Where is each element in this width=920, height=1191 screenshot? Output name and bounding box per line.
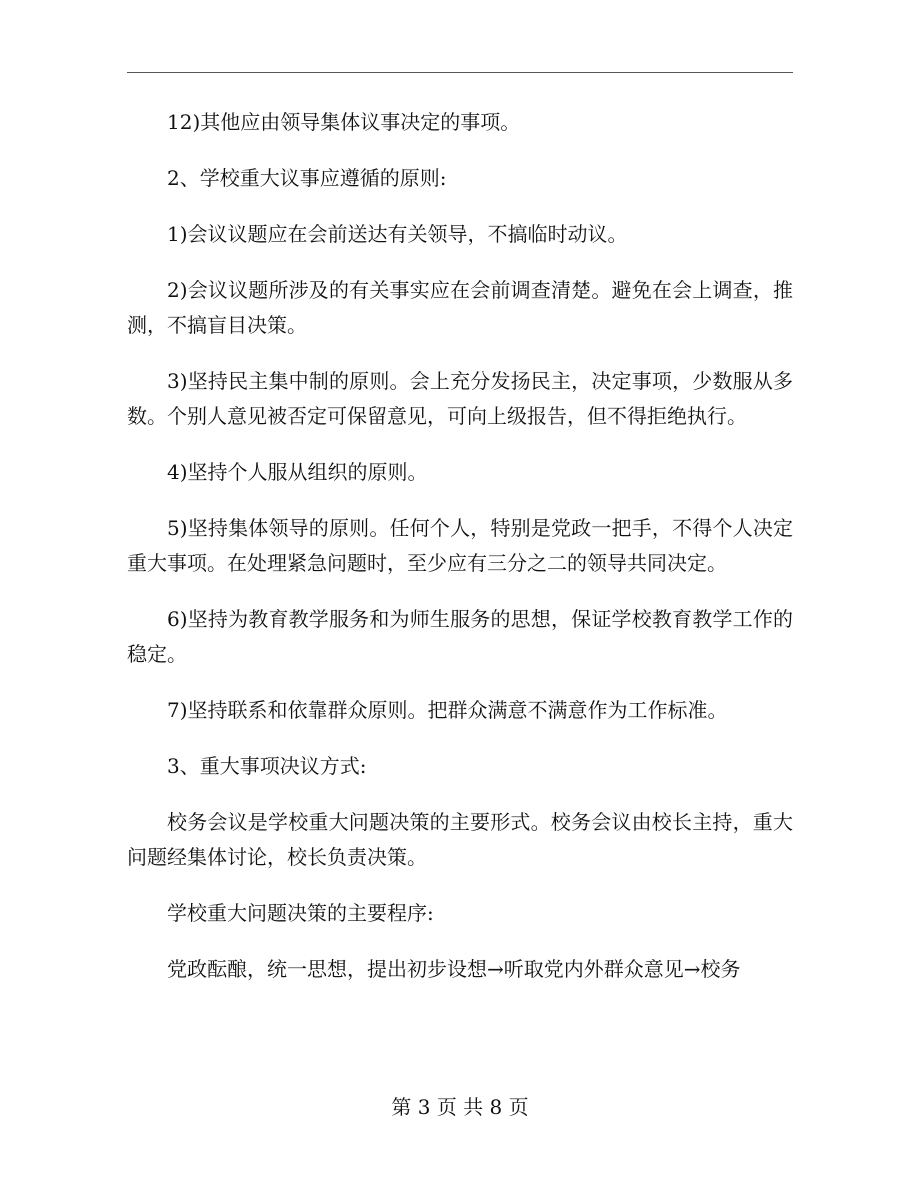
section-heading: 3、重大事项决议方式:	[167, 754, 367, 778]
paragraph: 6)坚持为教育教学服务和为师生服务的思想，保证学校教育教学工作的稳定。	[127, 607, 793, 666]
paragraph: 7)坚持联系和依靠群众原则。把群众满意不满意作为工作标准。	[167, 698, 728, 722]
paragraph: 5)坚持集体领导的原则。任何个人，特别是党政一把手，不得个人决定重大事项。在处理紧急问题时，至少应有三分之二的领导共同决定。	[127, 516, 793, 575]
paragraph: 12)其他应由领导集体议事决定的事项。	[167, 110, 521, 134]
page-number: 第 3 页 共 8 页	[391, 1095, 529, 1119]
paragraph: 1)会议议题应在会前送达有关领导，不搞临时动议。	[167, 222, 628, 246]
paragraph: 党政酝酿，统一思想，提出初步设想→听取党内外群众意见→校务	[167, 957, 741, 981]
paragraph: 2)会议议题所涉及的有关事实应在会前调查清楚。避免在会上调查，推测，不搞盲目决策。	[127, 278, 793, 337]
document-body	[127, 105, 793, 1008]
paragraph: 3)坚持民主集中制的原则。会上充分发扬民主，决定事项，少数服从多数。个别人意见被否定可保留意见，可向上级报告，但不得拒绝执行。	[127, 369, 793, 428]
paragraph: 4)坚持个人服从组织的原则。	[167, 460, 428, 484]
paragraph: 学校重大问题决策的主要程序:	[167, 901, 434, 925]
header-rule	[127, 72, 793, 73]
paragraph: 校务会议是学校重大问题决策的主要形式。校务会议由校长主持，重大问题经集体讨论，校长负责决策。	[127, 810, 793, 869]
section-heading: 2、学校重大议事应遵循的原则:	[167, 166, 447, 190]
